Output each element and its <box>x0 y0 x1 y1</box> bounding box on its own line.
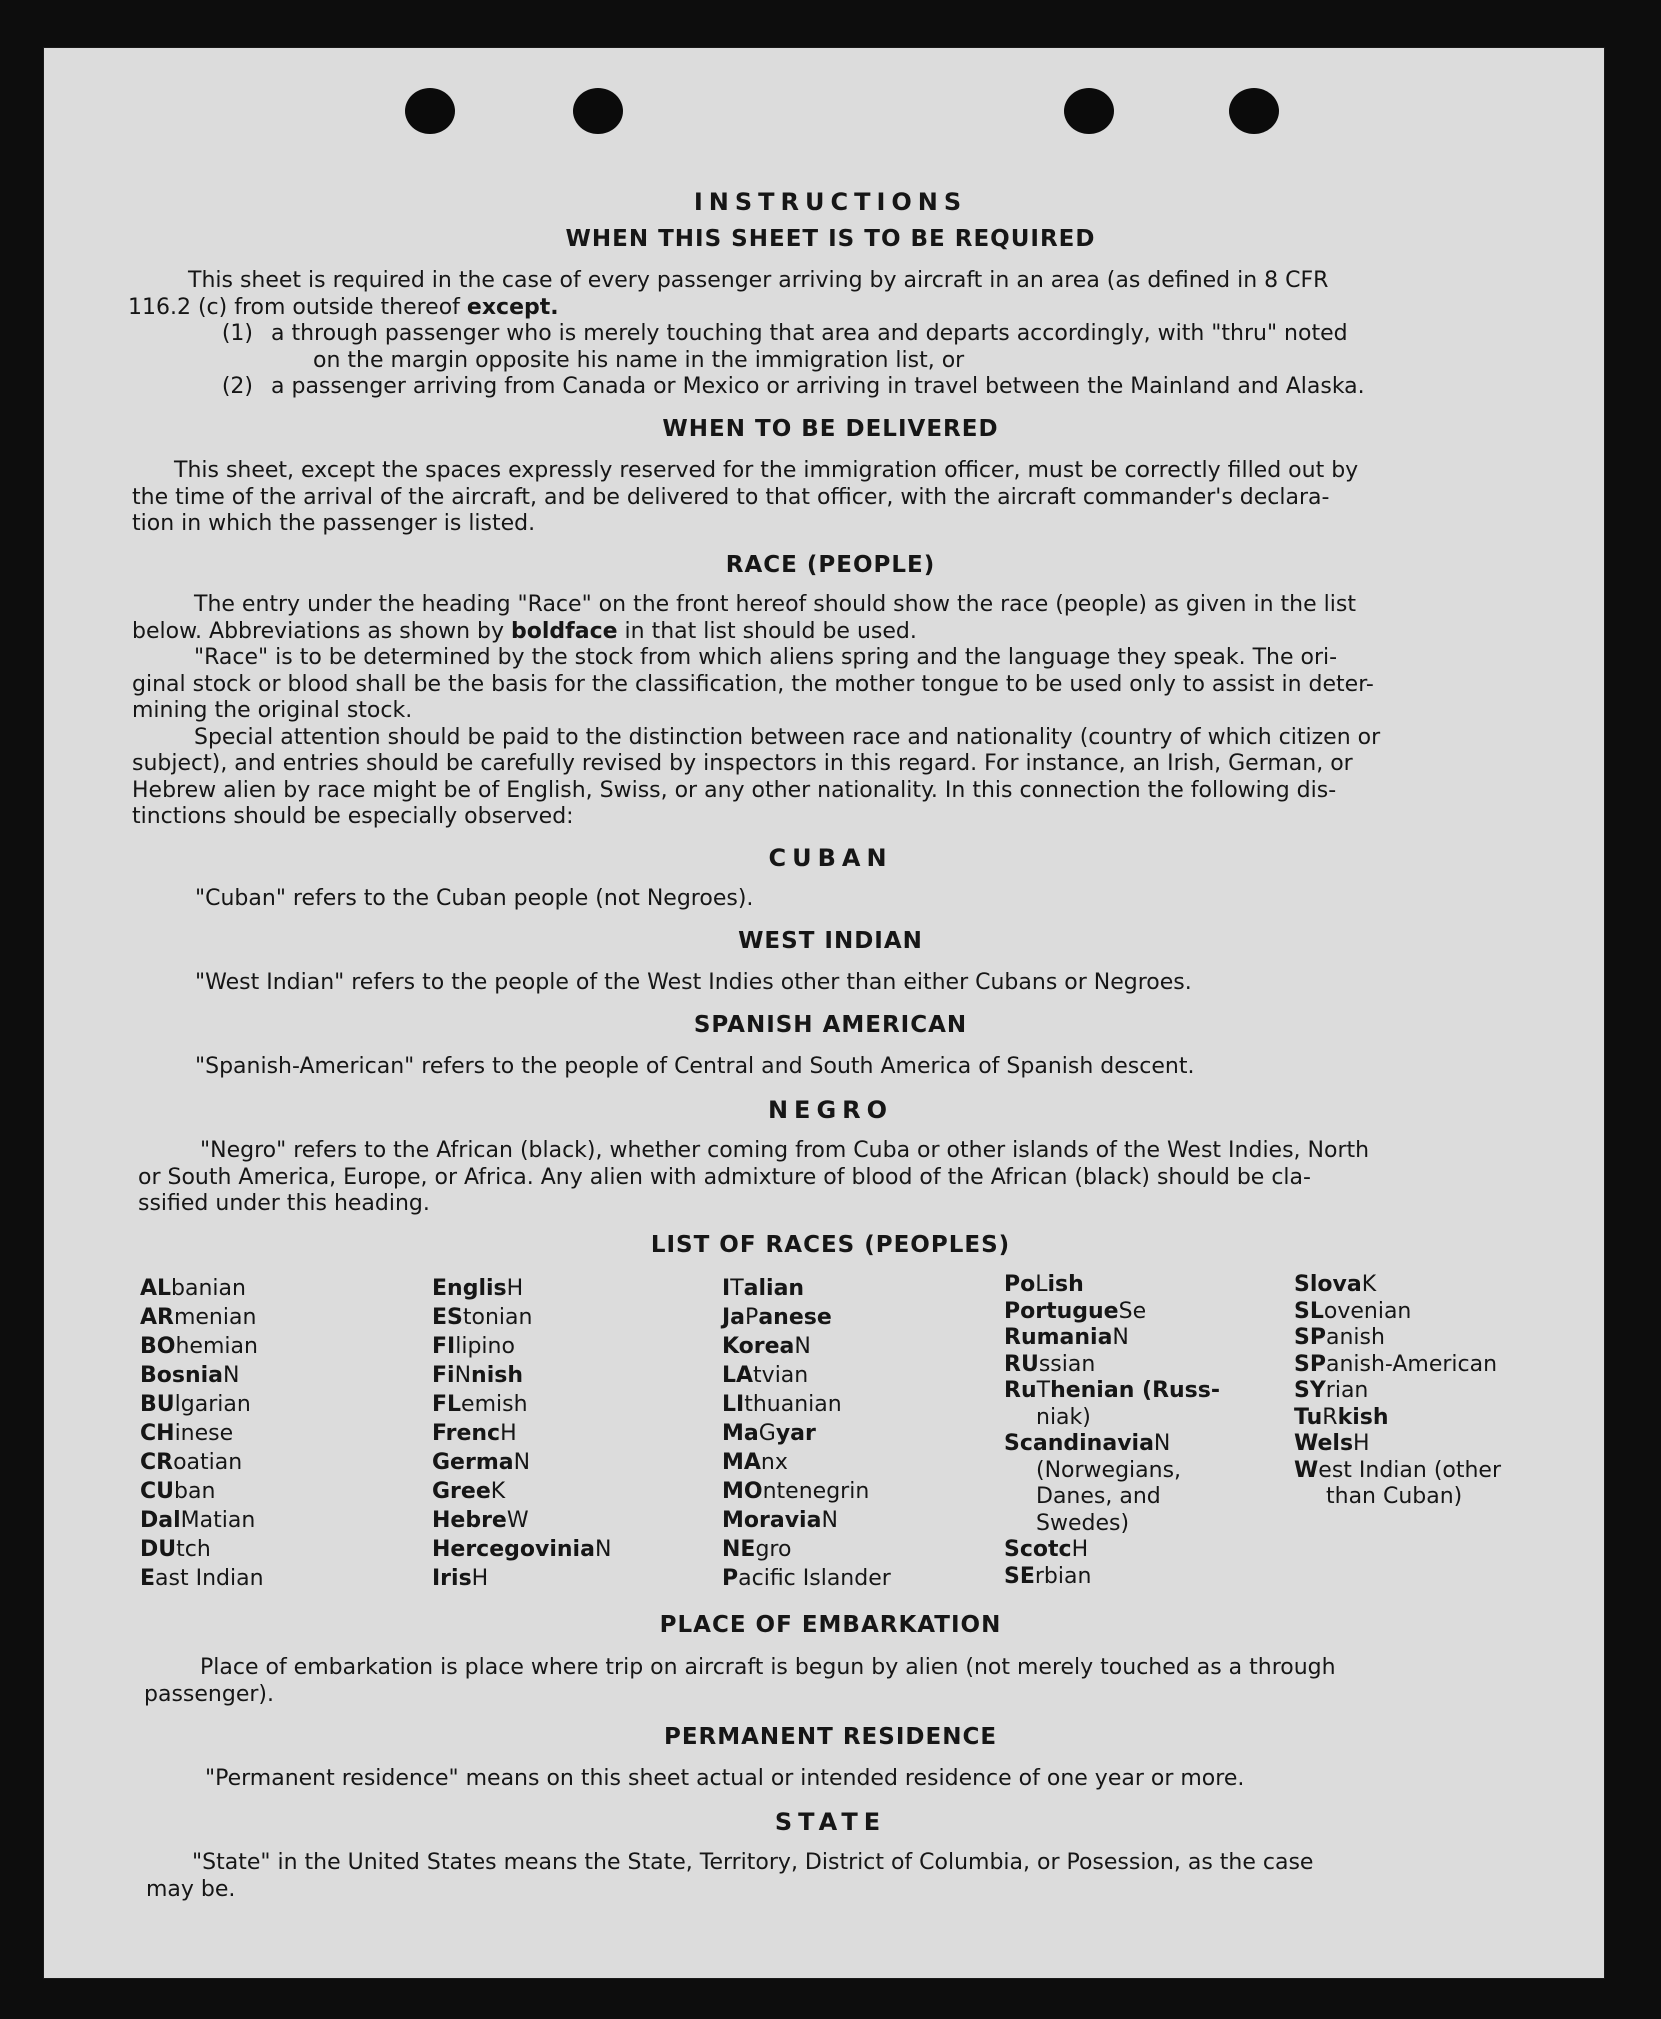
race-entry: LAtvian <box>722 1363 809 1388</box>
race-entry: LIthuanian <box>722 1392 842 1417</box>
race-entry: Swedes) <box>1036 1510 1130 1536</box>
race-entry: FLemish <box>432 1392 528 1417</box>
punch-hole <box>1229 88 1279 134</box>
race-entry: CHinese <box>140 1421 234 1446</box>
races-column-2 <box>432 1274 611 1593</box>
race-entry: SErbian <box>1004 1563 1092 1589</box>
race-entry: CUban <box>140 1479 216 1504</box>
race-entry: PoLish <box>1004 1272 1084 1297</box>
race-entry: SlovaK <box>1294 1272 1377 1297</box>
required-intro-1: This sheet is required in the case of every passenger arriving by aircraft in an area (as defined in 8 CFR <box>188 268 1329 293</box>
residence-text: "Permanent residence" means on this sheet actual or intended residence of one year or more. <box>205 1766 1245 1791</box>
place-of-embarkation-heading: PLACE OF EMBARKATION <box>659 1612 1002 1638</box>
race-entry: East Indian <box>140 1566 264 1591</box>
race-entry: MaGyar <box>722 1421 816 1446</box>
race-entry: PortugueSe <box>1004 1298 1147 1324</box>
punch-hole <box>573 88 623 134</box>
required-item-1-cont: on the margin opposite his name in the immigration list, or <box>313 347 965 373</box>
race-entry: (Norwegians, <box>1036 1457 1182 1483</box>
state-heading: STATE <box>774 1808 887 1836</box>
race-section: The entry under the heading "Race" on the front hereof should show the race (people) as given in the list below. Abbreviations as shown by boldface in that list should be used. "Race" is to be determined by the stock from which aliens spring and the language they speak. The ori- ginal stock or blood shall be the basis for the classification, the mother tongue to be used only to assist in deter- mining the original stock. Special attention should be paid to the distinction between race and nationality (country of which citizen or subject), and entries should be carefully revised by inspectors in this regard. For instance, an Irish, German, or Hebrew alien by race might be of English, Swiss, or any other nationality. In this connection the following dis- tinctions should be especially observed: <box>132 592 1381 829</box>
race-entry: BUlgarian <box>140 1392 251 1417</box>
race-entry: SYrian <box>1294 1378 1369 1403</box>
race-entry: FrencH <box>432 1421 517 1446</box>
cuban-text: "Cuban" refers to the Cuban people (not Negroes). <box>195 886 754 911</box>
race-entry: SPanish <box>1294 1325 1385 1350</box>
required-section <box>128 268 1524 401</box>
race-entry: BOhemian <box>140 1334 258 1359</box>
race-entry: ITalian <box>722 1276 805 1301</box>
race-entry: ARmenian <box>140 1305 257 1330</box>
state-section: "State" in the United States means the State, Territory, District of Columbia, or Posession, as the case may be. <box>146 1850 1314 1902</box>
list-of-races-heading: LIST OF RACES (PEOPLES) <box>650 1232 1011 1258</box>
race-entry: JaPanese <box>722 1305 832 1330</box>
when-delivered-heading: WHEN TO BE DELIVERED <box>662 416 999 442</box>
embarkation-section: Place of embarkation is place where trip on aircraft is begun by alien (not merely touched as a through passenger). <box>144 1655 1336 1707</box>
race-entry: EnglisH <box>432 1276 524 1301</box>
race-entry: KoreaN <box>722 1334 811 1359</box>
race-entry: West Indian (other <box>1294 1457 1502 1483</box>
permanent-residence-heading: PERMANENT RESIDENCE <box>663 1724 998 1750</box>
race-entry: TuRkish <box>1294 1404 1389 1430</box>
when-required-heading: WHEN THIS SHEET IS TO BE REQUIRED <box>565 226 1096 252</box>
race-entry: than Cuban) <box>1326 1484 1463 1509</box>
race-entry: ALbanian <box>140 1276 246 1301</box>
race-entry: GermaN <box>432 1450 531 1475</box>
race-entry: RumaniaN <box>1004 1325 1129 1350</box>
race-entry: SLovenian <box>1294 1298 1412 1324</box>
negro-heading: NEGRO <box>767 1096 894 1124</box>
race-entry: DUtch <box>140 1537 211 1562</box>
spanish-american-text: "Spanish-American" refers to the people of Central and South America of Spanish descent. <box>195 1054 1195 1079</box>
race-entry: Danes, and <box>1036 1484 1161 1509</box>
race-entry: NEgro <box>722 1537 792 1562</box>
race-entry: ScotcH <box>1004 1537 1089 1562</box>
race-entry: ScandinaviaN <box>1004 1431 1171 1456</box>
race-entry: RUssian <box>1004 1351 1096 1377</box>
race-entry: HercegoviniaN <box>432 1537 612 1562</box>
race-heading: RACE (PEOPLE) <box>725 552 936 578</box>
race-entry: EStonian <box>432 1305 533 1330</box>
races-column-1 <box>140 1274 264 1593</box>
races-column-5 <box>1294 1272 1501 1511</box>
race-entry: RuThenian (Russ- <box>1004 1378 1220 1403</box>
required-intro-2: 116.2 (c) from outside thereof except. <box>128 294 559 320</box>
race-entry: niak) <box>1036 1404 1091 1430</box>
race-entry: BosniaN <box>140 1363 240 1388</box>
race-entry: IrisH <box>432 1566 489 1591</box>
races-column-4 <box>1004 1272 1220 1590</box>
west-indian-text: "West Indian" refers to the people of the West Indies other than either Cubans or Negroes. <box>195 970 1192 995</box>
instructions-heading: INSTRUCTIONS <box>693 188 968 216</box>
races-column-3 <box>722 1274 891 1593</box>
west-indian-heading: WEST INDIAN <box>738 928 923 954</box>
race-entry: GreeK <box>432 1479 506 1504</box>
race-entry: DalMatian <box>140 1508 256 1533</box>
race-entry: WelsH <box>1294 1431 1370 1456</box>
race-entry: MoraviaN <box>722 1508 838 1533</box>
punch-hole <box>405 88 455 134</box>
race-entry: Pacific Islander <box>722 1566 891 1591</box>
race-entry: MAnx <box>722 1450 788 1475</box>
race-entry: CRoatian <box>140 1450 243 1475</box>
delivered-section: This sheet, except the spaces expressly reserved for the immigration officer, must be correctly filled out by the time of the arrival of the aircraft, and be delivered to that officer, with the aircraft commander's declara- tion in which the passenger is listed. <box>132 458 1359 536</box>
race-entry: HebreW <box>432 1508 529 1533</box>
spanish-american-heading: SPANISH AMERICAN <box>693 1012 968 1038</box>
required-item-1: (1) a through passenger who is merely touching that area and departs accordingly, with "thru" noted <box>221 321 1348 346</box>
required-item-2: (2) a passenger arriving from Canada or Mexico or arriving in travel between the Mainland and Alaska. <box>221 374 1365 399</box>
punch-hole <box>1064 88 1114 134</box>
race-entry: FIlipino <box>432 1334 515 1359</box>
race-entry: MOntenegrin <box>722 1479 870 1504</box>
race-entry: FiNnish <box>432 1363 524 1388</box>
race-entry: SPanish-American <box>1294 1351 1498 1377</box>
cuban-heading: CUBAN <box>768 844 893 872</box>
negro-section: "Negro" refers to the African (black), whether coming from Cuba or other islands of the West Indies, North or South America, Europe, or Africa. Any alien with admixture of blood of the African (black) should be cla- ssified under this heading. <box>138 1138 1370 1216</box>
